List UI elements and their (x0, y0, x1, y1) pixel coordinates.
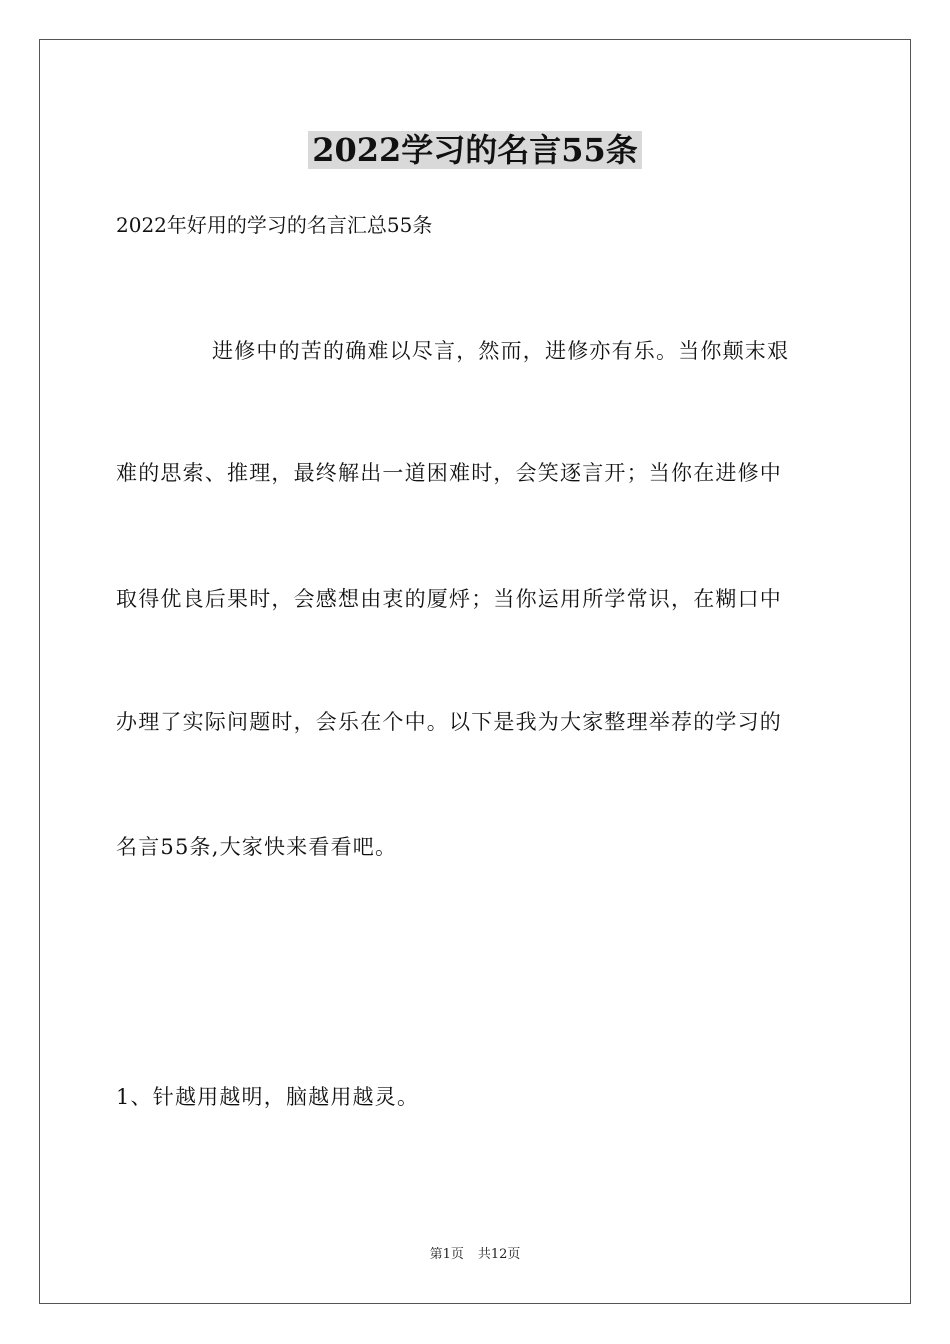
paragraph-line: 取得优良后果时，会感想由衷的厦烀；当你运用所学常识，在糊口中 (116, 587, 782, 611)
paragraph-line: 名言55条,大家快来看看吧。 (116, 835, 398, 859)
document-title-text: 2022学习的名言55条 (308, 131, 642, 169)
paragraph-line: 办理了实际问题时，会乐在个中。以下是我为大家整理举荐的学习的 (116, 710, 782, 734)
document-title (0, 128, 950, 172)
paragraph-line: 难的思索、推理，最终解出一道困难时，会笑逐言开；当你在进修中 (116, 461, 782, 485)
page-total: 共12页 (477, 1247, 521, 1262)
paragraph-line: 进修中的苦的确难以尽言，然而，进修亦有乐。当你颠末艰 (212, 339, 790, 363)
page-footer (0, 1246, 950, 1264)
list-item: 1、针越用越明，脑越用越灵。 (116, 1085, 420, 1109)
document-subtitle: 2022年好用的学习的名言汇总55条 (116, 213, 433, 237)
page-number: 第1页 (429, 1247, 464, 1262)
